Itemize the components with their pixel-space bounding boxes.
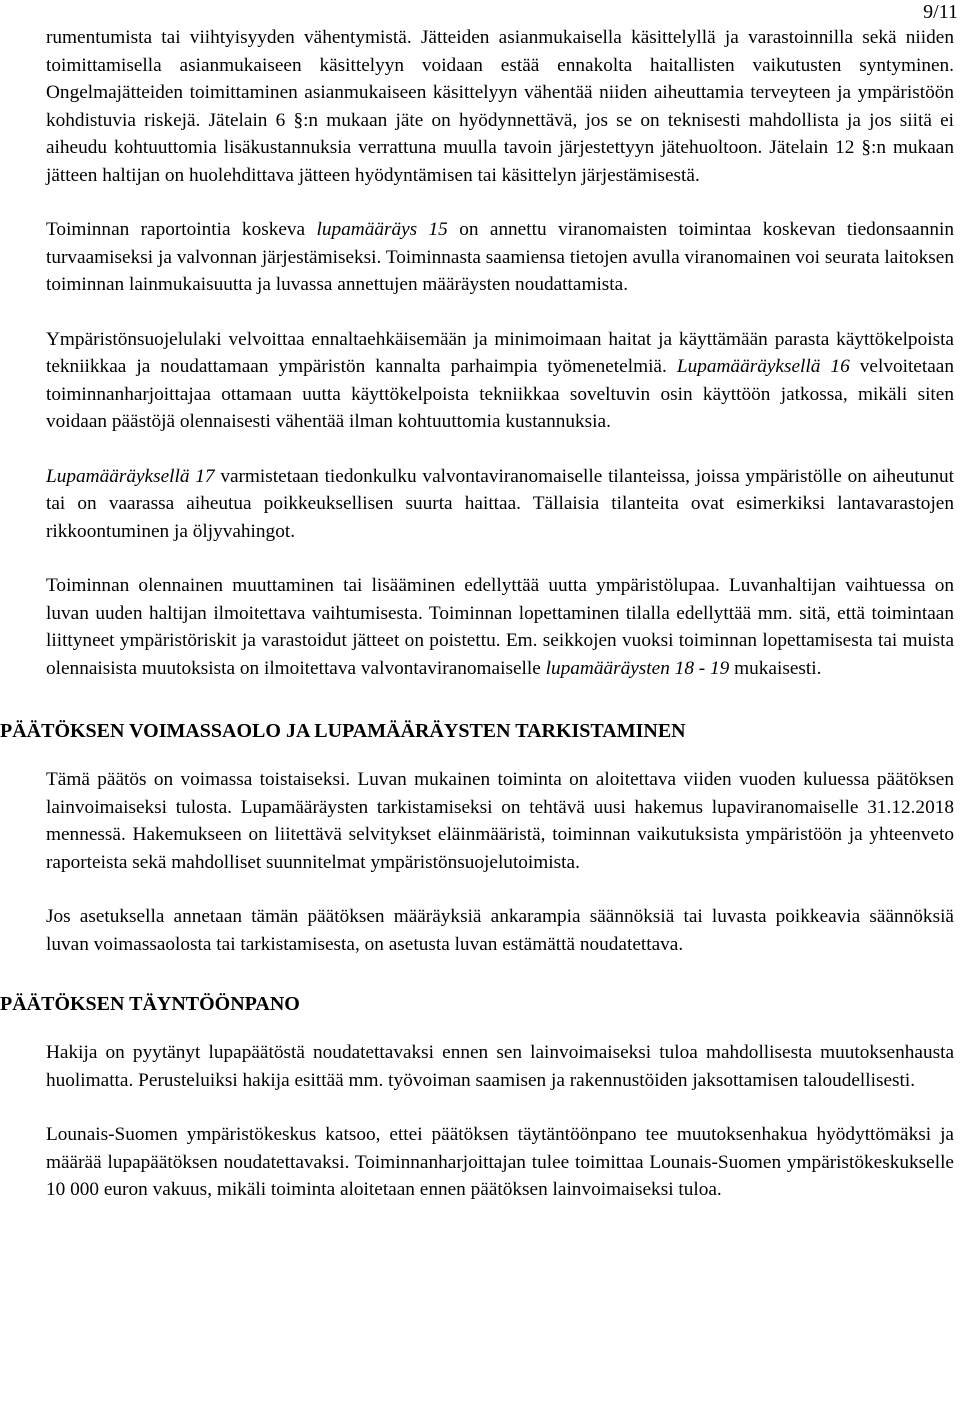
paragraph-best-technique: [46, 326, 954, 436]
italic-segment: Lupamääräyksellä 17: [46, 465, 215, 487]
text-segment: mukaisesti.: [729, 657, 822, 679]
paragraph-enforcement-request: Hakija on pyytänyt lupapäätöstä noudatettavaksi ennen sen lainvoimaiseksi tuloa mahdollisesta muutoksenhausta huolimatta. Perusteluiksi hakija esittää mm. työvoiman saamisen ja rakennustöiden jaksottamisen taloudellisesti.: [46, 1042, 954, 1091]
paragraph-changes: [46, 572, 954, 682]
text-segment: on annettu viranomaisten toimintaa koskevan tiedonsaannin turvaamiseksi ja valvonnan järjestämiseksi. Toiminnasta saamiensa tietojen avulla viranomainen voi seurata laitoksen toiminnan lainmukaisuutta ja luvassa annettujen määräysten noudattamista.: [46, 219, 955, 295]
page-number: 9/11: [923, 1, 958, 23]
text-segment: Toiminnan olennainen muuttaminen tai lisääminen edellyttää uutta ympäristölupaa. Luvanhaltijan vaihtuessa on luvan uuden haltijan ilmoitettava vaihtumisesta. Toiminnan lopettaminen tilalla edellyttää mm. sitä, että toimintaan liittyneet ympäristöriskit ja varastoidut jätteet on poistettu. Em. seikkojen vuoksi toiminnan lopettamisesta tai muista olennaisista muutoksista on ilmoitettava valvontaviranomaiselle: [46, 575, 954, 679]
paragraph-reporting: [46, 216, 954, 299]
text-segment: Toiminnan raportointia koskeva: [46, 219, 317, 240]
italic-segment: Lupamääräyksellä 16: [676, 356, 850, 377]
section-heading-enforcement: PÄÄTÖKSEN TÄYNTÖÖNPANO: [0, 993, 300, 1015]
paragraph-regulations: Jos asetuksella annetaan tämän päätöksen määräyksiä ankarampia säännöksiä tai luvasta poikkeavia säännöksiä luvan voimassaolosta tai tarkistamisesta, on asetusta luvan estämättä noudatettava.: [46, 906, 954, 955]
paragraph-information-flow: [46, 463, 954, 546]
text-segment: Ympäristönsuojelulaki velvoittaa ennaltaehkäisemään ja minimoimaan haitat ja käyttämään parasta käyttökelpoista tekniikkaa ja noudattamaan ympäristön kannalta parhaimpia työmenetelmiä.: [46, 328, 954, 377]
paragraph-validity: Tämä päätös on voimassa toistaiseksi. Luvan mukainen toiminta on aloitettava viiden vuoden kuluessa päätöksen lainvoimaiseksi tulosta. Lupamääräysten tarkistamiseksi on tehtävä uusi hakemus lupaviranomaiselle 31.12.2018 mennessä. Hakemukseen on liitettävä selvitykset eläinmääristä, toiminnan vaikutuksista ympäristöön ja yhteenveto raporteista sekä mahdolliset suunnitelmat ympäristönsuojelutoimista.: [46, 769, 954, 873]
italic-segment: lupamääräysten 18 - 19: [545, 657, 730, 679]
text-segment: velvoitetaan toiminnanharjoittajaa ottamaan uutta käyttökelpoista tekniikkaa soveltuvin osin käyttöön jatkossa, mikäli siten voidaan päästöjä olennaisesti vähentää ilman kohtuuttomia kustannuksia.: [46, 356, 954, 432]
document-body: [0, 24, 955, 1204]
paragraph-enforcement-decision: Lounais-Suomen ympäristökeskus katsoo, ettei päätöksen täytäntöönpano tee muutoksenhakua hyödyttömäksi ja määrää lupapäätöksen noudatettavaksi. Toiminnanharjoittajan tulee toimittaa Lounais-Suomen ympäristökeskukselle 10 000 euron vakuus, mikäli toiminta aloitetaan ennen päätöksen lainvoimaiseksi tuloa.: [46, 1124, 954, 1200]
italic-segment: lupamääräys 15: [316, 219, 448, 240]
section-heading-validity: PÄÄTÖKSEN VOIMASSAOLO JA LUPAMÄÄRÄYSTEN TARKISTAMINEN: [0, 720, 686, 742]
paragraph-waste-handling: rumentumista tai viihtyisyyden vähentymistä. Jätteiden asianmukaisella käsittelyllä ja varastoinnilla sekä niiden toimittamisella asianmukaiseen käsittelyyn voidaan estää ennakolta haitallisten vaikutusten syntyminen. Ongelmajätteiden toimittaminen asianmukaiseen käsittelyyn vähentää niiden aiheuttamia terveyteen ja ympäristöön kohdistuvia riskejä. Jätelain 6 §:n mukaan jäte on hyödynnettävä, jos se on teknisesti mahdollista ja jos siitä ei aiheudu kohtuuttomia lisäkustannuksia verrattuna muulla tavoin järjestettyyn jätehuoltoon. Jätelain 12 §:n mukaan jätteen haltijan on huolehdittava jätteen hyödyntämisen tai käsittelyn järjestämisestä.: [46, 27, 954, 186]
text-segment: varmistetaan tiedonkulku valvontaviranomaiselle tilanteissa, joissa ympäristölle on aiheutunut tai on vaarassa aiheutua poikkeuksellisen suurta haittaa. Tällaisia tilanteita ovat esimerkiksi lantavarastojen rikkoontuminen ja öljyvahingot.: [46, 465, 954, 542]
